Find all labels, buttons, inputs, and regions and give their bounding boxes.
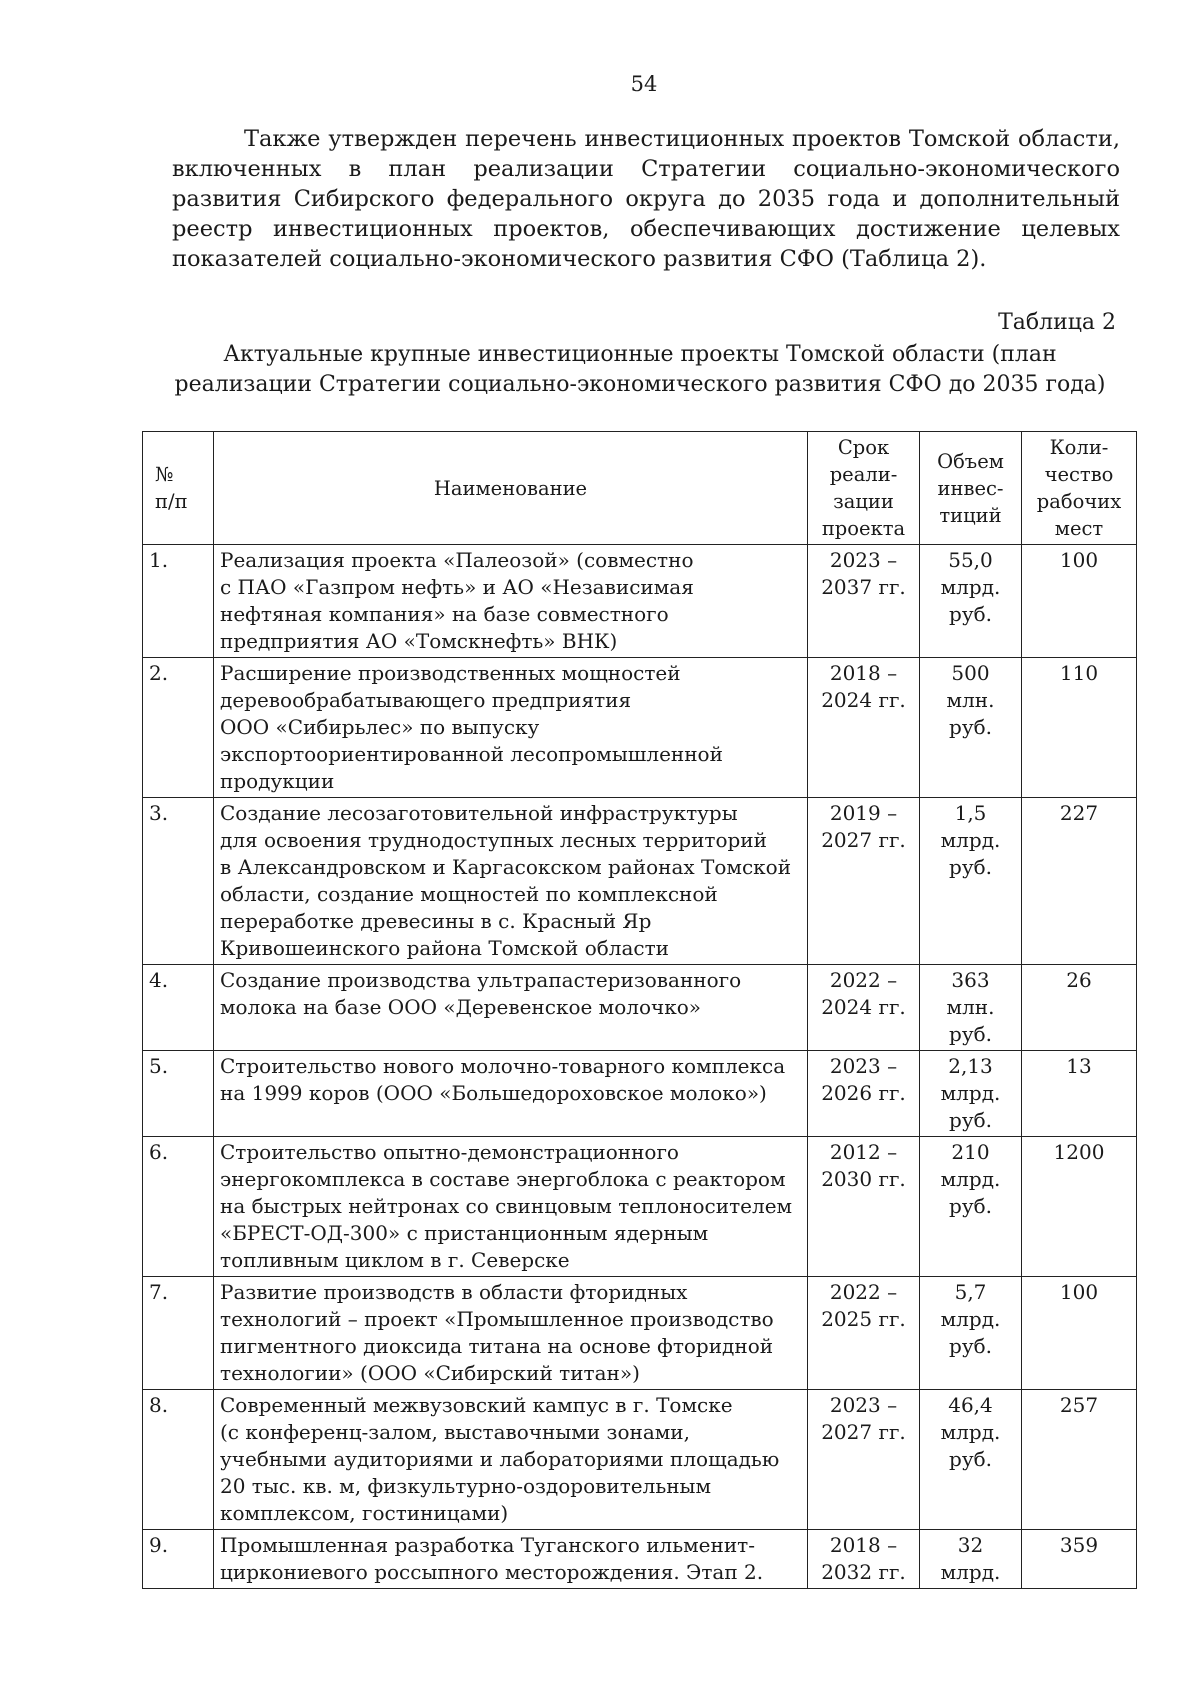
table-row: [143, 1137, 1137, 1277]
table-header-row: [143, 432, 1137, 545]
cell-volume: 210 млрд. руб.: [920, 1137, 1022, 1277]
header-name: Наименование: [214, 432, 808, 545]
cell-volume: 2,13 млрд. руб.: [920, 1051, 1022, 1137]
cell-name: Строительство опытно-демонстрационного энергокомплекса в составе энергоблока с реактором на быстрых нейтронах со свинцовым теплоносителем «БРЕСТ-ОД-300» с пристанционным ядерным топливным циклом в г. Северске: [214, 1137, 808, 1277]
cell-volume: 363 млн. руб.: [920, 965, 1022, 1051]
cell-num: 7.: [143, 1277, 214, 1390]
cell-num: 6.: [143, 1137, 214, 1277]
cell-term: 2022 – 2025 гг.: [808, 1277, 920, 1390]
cell-num: 8.: [143, 1390, 214, 1530]
cell-jobs: 257: [1022, 1390, 1137, 1530]
cell-term: 2023 – 2037 гг.: [808, 545, 920, 658]
header-term: Срок реали- зации проекта: [808, 432, 920, 545]
cell-term: 2023 – 2026 гг.: [808, 1051, 920, 1137]
cell-jobs: 100: [1022, 545, 1137, 658]
cell-term: 2018 – 2024 гг.: [808, 658, 920, 798]
table-row: [143, 1390, 1137, 1530]
table-label: Таблица 2: [998, 310, 1116, 335]
table-row: [143, 1051, 1137, 1137]
cell-name: Расширение производственных мощностей деревообрабатывающего предприятия ООО «Сибирьлес» по выпуску экспортоориентированной лесопромышленной продукции: [214, 658, 808, 798]
cell-name: Современный межвузовский кампус в г. Томске (с конференц-залом, выставочными зонами, учебными аудиториями и лабораториями площадью 20 тыс. кв. м, физкультурно-оздоровительным комплексом, гостиницами): [214, 1390, 808, 1530]
cell-term: 2019 – 2027 гг.: [808, 798, 920, 965]
header-volume: Объем инвес- тиций: [920, 432, 1022, 545]
cell-num: 4.: [143, 965, 214, 1051]
header-jobs: Коли- чество рабочих мест: [1022, 432, 1137, 545]
table-row: [143, 1530, 1137, 1589]
cell-volume: 1,5 млрд. руб.: [920, 798, 1022, 965]
cell-term: 2012 – 2030 гг.: [808, 1137, 920, 1277]
cell-name: Создание производства ультрапастеризованного молока на базе ООО «Деревенское молочко»: [214, 965, 808, 1051]
cell-term: 2022 – 2024 гг.: [808, 965, 920, 1051]
cell-jobs: 227: [1022, 798, 1137, 965]
cell-jobs: 26: [1022, 965, 1137, 1051]
cell-name: Развитие производств в области фторидных технологий – проект «Промышленное производство пигментного диоксида титана на основе фторидной технологии» (ООО «Сибирский титан»): [214, 1277, 808, 1390]
cell-volume: 32 млрд.: [920, 1530, 1022, 1589]
cell-term: 2018 – 2032 гг.: [808, 1530, 920, 1589]
table-row: [143, 965, 1137, 1051]
projects-table: [142, 431, 1137, 1589]
cell-jobs: 1200: [1022, 1137, 1137, 1277]
cell-name: Промышленная разработка Туганского ильменит- циркониевого россыпного месторождения. Этап 2.: [214, 1530, 808, 1589]
table-title: Актуальные крупные инвестиционные проекты Томской области (план реализации Стратегии социально-экономического развития СФО до 2035 года): [174, 342, 1106, 397]
cell-name: Строительство нового молочно-товарного комплекса на 1999 коров (ООО «Большедороховское молоко»): [214, 1051, 808, 1137]
cell-name: Реализация проекта «Палеозой» (совместно с ПАО «Газпром нефть» и АО «Независимая нефтяная компания» на базе совместного предприятия АО «Томскнефть» ВНК): [214, 545, 808, 658]
cell-volume: 46,4 млрд. руб.: [920, 1390, 1022, 1530]
table-row: [143, 658, 1137, 798]
table-row: [143, 798, 1137, 965]
table-row: [143, 545, 1137, 658]
cell-jobs: 13: [1022, 1051, 1137, 1137]
cell-term: 2023 – 2027 гг.: [808, 1390, 920, 1530]
cell-num: 3.: [143, 798, 214, 965]
header-num: № п/п: [143, 432, 214, 545]
cell-name: Создание лесозаготовительной инфраструктуры для освоения труднодоступных лесных территорий в Александровском и Каргасокском районах Томской области, создание мощностей по комплексной переработке древесины в с. Красный Яр Кривошеинского района Томской области: [214, 798, 808, 965]
cell-jobs: 110: [1022, 658, 1137, 798]
intro-paragraph: Также утвержден перечень инвестиционных проектов Томской области, включенных в план реализации Стратегии социально-экономического развития Сибирского федерального округа до 2035 года и дополнительный реестр инвестиционных проектов, обеспечивающих достижение целевых показателей социально-экономического развития СФО (Таблица 2).: [172, 126, 1120, 272]
cell-num: 5.: [143, 1051, 214, 1137]
cell-volume: 55,0 млрд. руб.: [920, 545, 1022, 658]
cell-num: 9.: [143, 1530, 214, 1589]
page-number: 54: [630, 72, 658, 96]
cell-num: 1.: [143, 545, 214, 658]
cell-volume: 500 млн. руб.: [920, 658, 1022, 798]
cell-jobs: 359: [1022, 1530, 1137, 1589]
cell-num: 2.: [143, 658, 214, 798]
table-row: [143, 1277, 1137, 1390]
cell-volume: 5,7 млрд. руб.: [920, 1277, 1022, 1390]
cell-jobs: 100: [1022, 1277, 1137, 1390]
